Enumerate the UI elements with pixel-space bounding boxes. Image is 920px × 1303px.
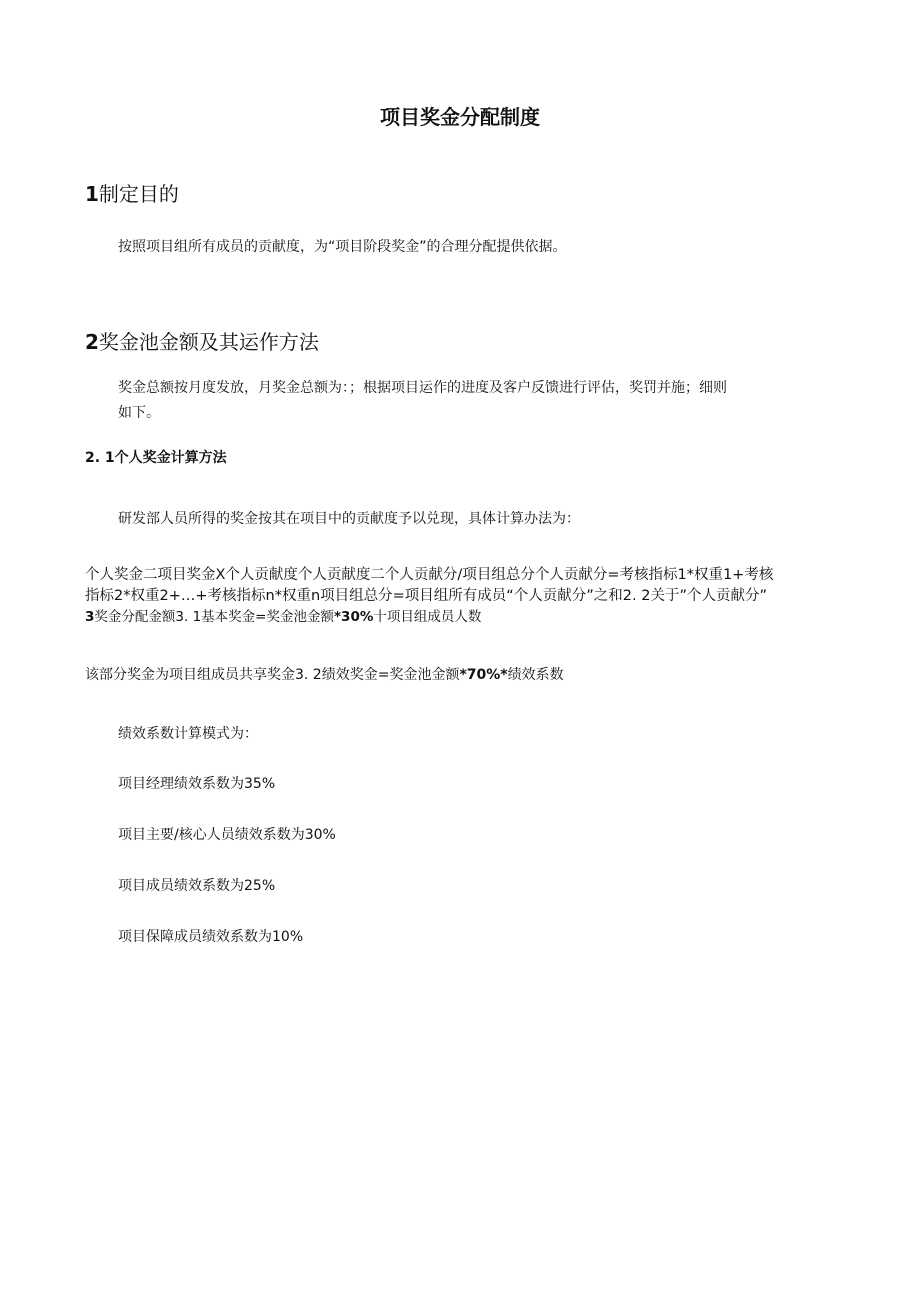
coefficient-item: 项目主要/核心人员绩效系数为30% — [118, 827, 336, 843]
formula-line-3 — [85, 605, 481, 625]
section-2-title: 奖金池金额及其运作方法 — [98, 330, 319, 354]
section-1-title: 制定目的 — [98, 182, 179, 206]
section-1-paragraph: 按照项目组所有成员的贡献度，为“项目阶段奖金”的合理分配提供依据。 — [118, 239, 567, 255]
section-2-paragraph-line-2: 如下。 — [118, 405, 160, 421]
shared-bonus-tail: 绩效系数 — [507, 667, 564, 683]
document-title: 项目奖金分配制度 — [380, 105, 540, 129]
coefficient-item: 项目经理绩效系数为35% — [118, 776, 276, 792]
section-2-1-paragraph: 研发部人员所得的奖金按其在项目中的贡献度予以兑现，具体计算办法为： — [118, 511, 580, 527]
formula-line-3-tail: 十项目组成员人数 — [373, 609, 482, 625]
section-1-number: 1 — [85, 182, 99, 206]
section-1-heading — [85, 178, 179, 207]
section-2-number: 2 — [85, 330, 99, 354]
shared-bonus-percent: *70%* — [459, 667, 508, 683]
formula-line-3-text: 奖金分配金额3. 1基本奖金=奖金池金额 — [94, 609, 334, 625]
formula-line-1: 个人奖金二项目奖金X个人贡献度个人贡献度二个人贡献分/项目组总分个人贡献分=考核指标1*权重1+考核 — [85, 567, 774, 583]
coefficient-item: 项目成员绩效系数为25% — [118, 878, 276, 894]
coefficient-item: 项目保障成员绩效系数为10% — [118, 929, 304, 945]
shared-bonus-line — [85, 664, 564, 684]
section-2-heading — [85, 326, 319, 355]
shared-bonus-text: 该部分奖金为项目组成员共享奖金3. 2绩效奖金=奖金池金额 — [85, 667, 460, 683]
section-2-paragraph-line-1: 奖金总额按月度发放，月奖金总额为：；根据项目运作的进度及客户反馈进行评估，奖罚并施；细则 — [118, 380, 727, 396]
coefficient-mode-label: 绩效系数计算模式为： — [118, 726, 258, 742]
section-2-1-heading: 2. 1个人奖金计算方法 — [85, 450, 227, 466]
formula-line-3-percent: *30% — [333, 609, 374, 625]
formula-line-2: 指标2*权重2+…+考核指标n*权重n项目组总分=项目组所有成员“个人贡献分”之和2. 2关于”个人贡献分” — [85, 588, 767, 604]
section-3-number: 3 — [85, 609, 95, 625]
